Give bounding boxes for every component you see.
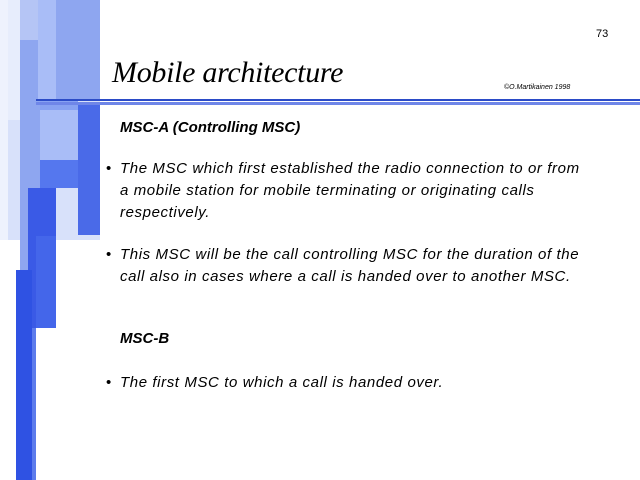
bullet-item [106,158,586,224]
decorative-block-graphic [0,0,100,480]
bullet-marker: • [106,246,112,263]
bullet-item [106,372,586,394]
bullet-marker: • [106,160,112,177]
title-divider [36,99,640,101]
bullet-text: The first MSC to which a call is handed over. [120,374,444,391]
bullet-marker: • [106,374,112,391]
copyright-notice: ©O.Martikainen 1998 [504,84,571,91]
bullet-item [106,244,586,288]
bullet-text: This MSC will be the call controlling MSC for the duration of the call also in cases where a call is handed over to another MSC. [120,246,580,285]
title-divider-shadow [36,102,640,105]
heading-msc-b: MSC-B [120,330,170,347]
page-number: 73 [596,28,609,40]
bullet-text: The MSC which first established the radio connection to or from a mobile station for mobile terminating or originating calls respectively. [120,160,580,221]
heading-msc-a: MSC-A (Controlling MSC) [120,119,301,136]
slide-title: Mobile architecture [112,56,344,89]
